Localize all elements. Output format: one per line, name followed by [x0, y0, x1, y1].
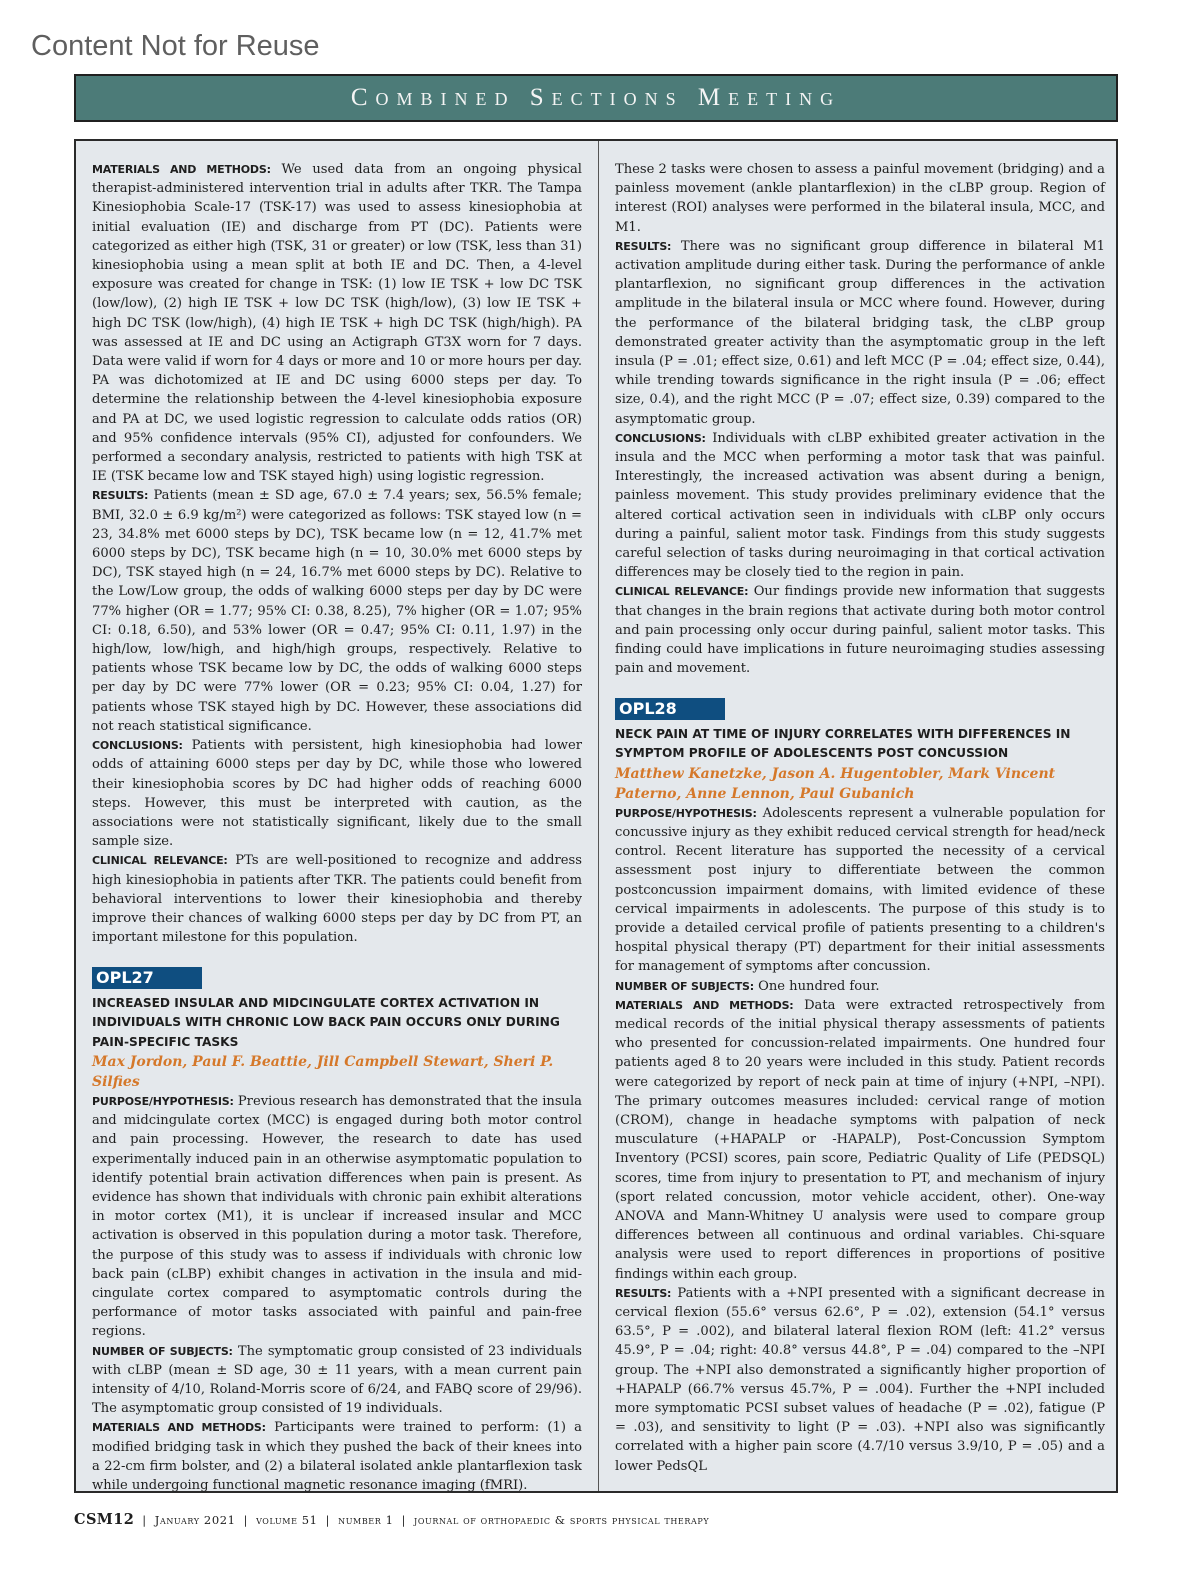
section-heading: CONCLUSIONS:: [92, 739, 183, 753]
paragraph-text: Our findings provide new information that suggests that changes in the brain regions that activate during both motor control and pain processing only occur during painful, salient motor tasks. This finding could have implications in future neuroimaging studies assessing pain and movement.: [615, 584, 1106, 677]
section-heading: PURPOSE/HYPOTHESIS:: [92, 1095, 234, 1109]
paragraph-text: Adolescents represent a vulnerable population for concussive injury as they exhibit reduced cervical strength for head/neck control. Recent literature has supported the necessity of a cervical assessment post injury to differentiate between the common postconcussion impairment domains, with limited evidence of these cervical impairments in adolescents. The purpose of this study is to provide a detailed cervical profile of patients presenting to a children's hospital physical therapy (PT) department for their initial assessments for management of symptoms after concussion.: [615, 805, 1105, 975]
paragraph-text: Data were extracted retrospectively from medical records of the initial physical therapy assessments of patients who presented for concussion-related impairments. One hundred four patients aged 8 to 20 years were included in this study. Patient records were categorized by report of neck pain at time of injury (+NPI, –NPI). The primary outcomes measures included: cervical range of motion (CROM), change in headache symptoms with palpation of neck musculature (+HAPALP or -HAPALP), Post-Concussion Symptom Inventory (PCSI) scores, pain score, Pediatric Quality of Life (PEDSQL) scores, time from injury to presentation to PT, and mechanism of injury (sport related concussion, motor vehicle accident, other). One-way ANOVA and Mann-Whitney U analysis were used to compare group differences between all continuous and ordinal variables. Chi-square analysis were used to report differences in proportions of positive findings within each group.: [615, 997, 1105, 1282]
paragraph-text: PTs are well-positioned to recognize and address high kinesiophobia in patients after TKR. The patients could benefit from behavioral interventions to lower their kinesiophobia and thereby improve their chances of walking 6000 steps per day by DC from PT, an important milestone for this population.: [92, 853, 582, 946]
left-column: [92, 160, 583, 1494]
abstract-title: NECK PAIN AT TIME OF INJURY CORRELATES WITH DIFFERENCES IN SYMPTOM PROFILE OF ADOLESCENTS POST CONCUSSION: [615, 726, 1071, 761]
section-heading: NUMBER OF SUBJECTS:: [615, 979, 754, 993]
paragraph-text: Patients with a +NPI presented with a significant decrease in cervical flexion (55.6° versus 62.6°, P = .02), extension (54.1° versus 63.5°, P = .002), and bilateral lateral flexion ROM (left: 41.2° versus 45.9°, P = .04; right: 40.8° versus 44.8°, P = .04) compared to the –NPI group. The +NPI also demonstrated a significantly higher proportion of +HAPALP (66.7% versus 45.7%, P = .004). Further the +NPI included more symptomatic PCSI subset values of headache (P = .02), fatigue (P = .03), and sensitivity to light (P = .03). +NPI also was significantly correlated with a higher pain score (4.7/10 versus 3.9/10, P = .05) and a lower PedsQL: [615, 1285, 1105, 1474]
paragraph: [92, 1342, 582, 1419]
abstract-tag-opl27: OPL27: [92, 967, 202, 989]
banner-title: Combined Sections Meeting: [350, 84, 842, 111]
paragraph-text: We used data from an ongoing physical therapist-administered intervention trial in adults after TKR. The Tampa Kinesiophobia Scale-17 (TSK-17) was used to assess kinesiophobia at initial evaluation (IE) and discharge from PT (DC). Patients were categorized as either high (TSK, 31 or greater) or low (TSK, less than 31) kinesiophobia using a mean split at both IE and DC. Then, a 4-level exposure was created for change in TSK: (1) low IE TSK + low DC TSK (low/low), (2) high IE TSK + low DC TSK (high/low), (3) low IE TSK + high DC TSK (low/high), (4) high IE TSK + high DC TSK (high/high). PA was assessed at IE and DC using an Actigraph GT3X worn for 7 days. Data were valid if worn for 4 days or more and 10 or more hours per day. PA was dichotomized at IE and DC using 6000 steps per day. To determine the relationship between the 4-level kinesiophobia exposure and PA at DC, we used logistic regression to calculate odds ratios (OR) and 95% confidence intervals (95% CI), adjusted for confounders. We performed a secondary analysis, restricted to patients with high TSK at IE (TSK became low and TSK stayed high) using logistic regression.: [92, 162, 582, 485]
watermark: Content Not for Reuse: [31, 30, 320, 62]
paragraph: [615, 237, 1105, 429]
paragraph: [615, 582, 1105, 678]
section-heading: RESULTS:: [615, 1286, 672, 1300]
paragraph: [92, 1092, 582, 1342]
page-number: CSM12: [74, 1511, 135, 1528]
right-column: [615, 160, 1105, 1475]
section-heading: CLINICAL RELEVANCE:: [92, 854, 228, 868]
section-heading: PURPOSE/HYPOTHESIS:: [615, 806, 757, 820]
paragraph: [615, 160, 1105, 237]
section-banner: [74, 74, 1118, 122]
section-heading: RESULTS:: [615, 239, 672, 253]
paragraph: [615, 996, 1105, 1284]
section-heading: MATERIALS AND METHODS:: [92, 163, 271, 176]
issue-date: January 2021: [154, 1513, 236, 1527]
volume: volume 51: [256, 1513, 318, 1527]
paragraph: [92, 486, 582, 736]
paragraph: [615, 1284, 1105, 1476]
paragraph-text: There was no significant group difference in bilateral M1 activation amplitude during either task. During the performance of ankle plantarflexion, no significant group differences in the activation amplitude in the bilateral insula or MCC where found. However, during the performance of the bilateral bridging task, the cLBP group demonstrated greater activity than the asymptomatic group in the left insula (P = .01; effect size, 0.61) and left MCC (P = .04; effect size, 0.44), while trending towards significance in the right insula (P = .06; effect size, 0.4), and the right MCC (P = .07; effect size, 0.39) compared to the asymptomatic group.: [615, 238, 1105, 427]
paragraph-text: Previous research has demonstrated that the insula and midcingulate cortex (MCC) is engaged during both motor control and pain processing. However, the research to date has used experimentally induced pain in an otherwise asymptomatic population to identify potential brain activation differences when pain is present. As evidence has shown that individuals with chronic pain exhibit alterations in motor cortex (M1), it is unclear if increased insular and MCC activation is observed in this population during a motor task. Therefore, the purpose of this study was to assess if individuals with chronic low back pain (cLBP) exhibit changes in activation in the insula and mid-cingulate cortex compared to asymptomatic controls during the performance of motor tasks associated with painful and pain-free regions.: [92, 1094, 582, 1340]
paragraph: [615, 977, 1105, 996]
paragraph: [615, 429, 1105, 583]
paragraph: [92, 851, 582, 947]
paragraph-text: These 2 tasks were chosen to assess a painful movement (bridging) and a painless movement (ankle plantarflexion) in the cLBP group. Region of interest (ROI) analyses were performed in the bilateral insula, MCC, and M1.: [615, 162, 1105, 235]
section-heading: MATERIALS AND METHODS:: [92, 1421, 266, 1435]
abstract-title: INCREASED INSULAR AND MIDCINGULATE CORTEX ACTIVATION IN INDIVIDUALS WITH CHRONIC LOW BACK PAIN OCCURS ONLY DURING PAIN-SPECIFIC TASKS: [92, 995, 560, 1049]
section-heading: CLINICAL RELEVANCE:: [615, 585, 749, 599]
paragraph: [92, 1418, 582, 1495]
paragraph-text: Individuals with cLBP exhibited greater activation in the insula and the MCC when performing a motor task that was painful. Interestingly, the increased activation was absent during a benign, painless movement. This study provides preliminary evidence that the altered cortical activation seen in individuals with cLBP only occurs during a painful, salient motor task. Findings from this study suggests careful selection of tasks during neuroimaging in that cortical activation differences may be closely tied to the region in pain.: [615, 430, 1105, 581]
paragraph: [92, 736, 582, 851]
issue-number: number 1: [338, 1513, 394, 1527]
abstract-authors: Max Jordon, Paul F. Beattie, Jill Campbell Stewart, Sheri P. Silfies: [92, 1054, 554, 1091]
abstract-tag-opl28: OPL28: [615, 698, 725, 720]
paragraph: [615, 804, 1105, 977]
section-heading: MATERIALS AND METHODS:: [615, 998, 794, 1012]
section-heading: CONCLUSIONS:: [615, 431, 706, 445]
paragraph-text: One hundred four.: [758, 978, 880, 994]
abstracts-panel: [74, 139, 1118, 1493]
paragraph-text: Patients with persistent, high kinesiophobia had lower odds of attaining 6000 steps per day by DC, while those who lowered their kinesiophobia scores by DC had higher odds of reaching 6000 steps. However, this must be interpreted with caution, as the associations were not statistically significant, likely due to the small sample size.: [92, 738, 582, 850]
paragraph-text: Patients (mean ± SD age, 67.0 ± 7.4 years; sex, 56.5% female; BMI, 32.0 ± 6.9 kg/m²) were categorized as follows: TSK stayed low (n = 23, 34.8% met 6000 steps by DC), TSK became low (n = 12, 41.7% met 6000 steps by DC), TSK became high (n = 10, 30.0% met 6000 steps by DC), TSK stayed high (n = 24, 16.7% met 6000 steps by DC). Relative to the Low/Low group, the odds of walking 6000 steps per day by DC were 77% higher (OR = 1.77; 95% CI: 0.38, 8.25), 7% higher (OR = 1.07; 95% CI: 0.18, 6.50), and 53% lower (OR = 0.47; 95% CI: 0.11, 1.97) in the high/low, low/high, and high/high groups, respectively. Relative to patients whose TSK became low by DC, the odds of walking 6000 steps per day by DC were 77% lower (OR = 0.23; 95% CI: 0.04, 1.27) for patients whose TSK stayed high by DC. However, these associations did not reach statistical significance.: [92, 488, 582, 734]
section-heading: NUMBER OF SUBJECTS:: [92, 1344, 233, 1358]
abstract-authors: Matthew Kanetzke, Jason A. Hugentobler, Mark Vincent Paterno, Anne Lennon, Paul Gubanich: [615, 765, 1056, 802]
paragraph: [92, 160, 582, 486]
paragraph-text: The symptomatic group consisted of 23 individuals with cLBP (mean ± SD age, 30 ± 11 years, with a mean current pain intensity of 4/10, Roland-Morris score of 6/24, and FABQ score of 29/96). The asymptomatic group consisted of 19 individuals.: [92, 1343, 583, 1417]
paragraph-text: Participants were trained to perform: (1) a modified bridging task in which they pushed the back of their knees into a 22-cm firm bolster, and (2) a bilateral isolated ankle plantarflexion task while undergoing functional magnetic resonance imaging (fMRI).: [92, 1420, 582, 1494]
journal-name: journal of orthopaedic & sports physical therapy: [414, 1513, 710, 1527]
page-footer: CSM12 | January 2021 | volume 51 | number 1 | journal of orthopaedic & sports physical therapy: [74, 1511, 710, 1528]
column-divider: [598, 141, 599, 1491]
section-heading: RESULTS:: [92, 489, 149, 503]
